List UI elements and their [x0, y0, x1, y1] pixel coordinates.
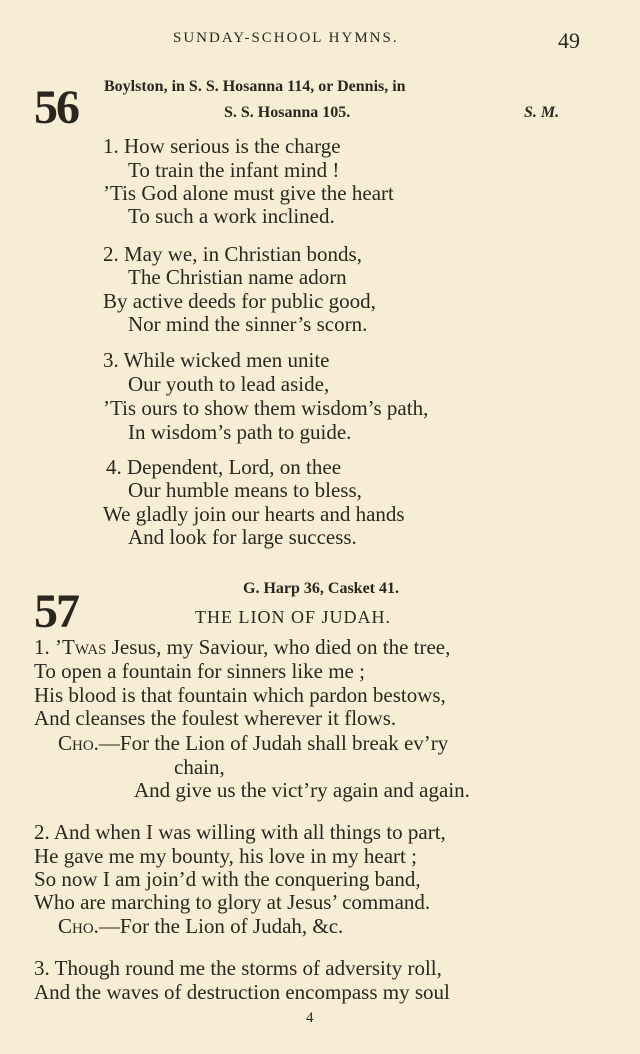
verse-line: We gladly join our hearts and hands — [103, 502, 405, 526]
hymn-57-number: 57 — [34, 585, 78, 638]
verse-line: Our youth to lead aside, — [128, 372, 330, 396]
verse-line: By active deeds for public good, — [103, 289, 376, 313]
verse-line: 4. Dependent, Lord, on thee — [106, 455, 342, 479]
verse-line — [34, 635, 450, 660]
verse-first-word: Twas — [62, 635, 107, 659]
verse-line: And the waves of destruction encompass my soul — [34, 980, 450, 1004]
running-header: SUNDAY-SCHOOL HYMNS. — [173, 30, 399, 46]
verse-line: To train the infant mind ! — [128, 158, 340, 182]
hymn-56-number: 56 — [34, 81, 78, 134]
verse-line: His blood is that fountain which pardon bestows, — [34, 683, 446, 707]
verse-line: Our humble means to bless, — [128, 478, 362, 502]
chorus-line — [58, 914, 343, 939]
verse-line: 3. Though round me the storms of adversity roll, — [34, 956, 442, 980]
verse-line: 2. May we, in Christian bonds, — [103, 242, 362, 266]
page-number: 49 — [558, 28, 580, 53]
hymn-57-tune: G. Harp 36, Casket 41. — [243, 580, 399, 597]
verse-line: And look for large success. — [128, 525, 357, 549]
signature-mark: 4 — [306, 1010, 314, 1026]
verse-line: 2. And when I was willing with all things to part, — [34, 820, 446, 844]
verse-line: Nor mind the sinner’s scorn. — [128, 312, 368, 336]
chorus-line — [58, 731, 448, 756]
chorus-line: And give us the vict’ry again and again. — [134, 778, 470, 802]
verse-line: In wisdom’s path to guide. — [128, 420, 352, 444]
verse-line: To open a fountain for sinners like me ; — [34, 659, 365, 683]
verse-line: Who are marching to glory at Jesus’ command. — [34, 890, 431, 914]
hymn-56-tune-line-1: Boylston, in S. S. Hosanna 114, or Dennis, in — [104, 78, 406, 95]
chorus-text: —For the Lion of Judah shall break ev’ry — [98, 731, 449, 755]
chorus-label: Cho. — [58, 914, 99, 938]
verse-line: So now I am join’d with the conquering band, — [34, 867, 421, 891]
chorus-label: Cho. — [58, 731, 99, 755]
verse-line: ’Tis God alone must give the heart — [103, 181, 394, 205]
hymn-56-meter: S. M. — [524, 104, 560, 121]
verse-first-line-rest: Jesus, my Saviour, who died on the tree, — [106, 635, 451, 659]
verse-line: And cleanses the foulest wherever it flows. — [34, 706, 397, 730]
verse-line: To such a work inclined. — [128, 204, 335, 228]
hymn-57-title: THE LION OF JUDAH. — [195, 607, 391, 627]
verse-line: He gave me my bounty, his love in my heart ; — [34, 844, 417, 868]
hymn-56-tune-line-2: S. S. Hosanna 105. — [224, 104, 351, 121]
verse-line: 1. How serious is the charge — [103, 134, 341, 158]
verse-number: 1. ’ — [34, 635, 62, 659]
chorus-line-continued: chain, — [174, 755, 225, 779]
verse-line: ’Tis ours to show them wisdom’s path, — [103, 396, 429, 420]
verse-line: 3. While wicked men unite — [103, 348, 330, 372]
verse-line: The Christian name adorn — [128, 265, 347, 289]
chorus-text: —For the Lion of Judah, &c. — [98, 914, 344, 938]
